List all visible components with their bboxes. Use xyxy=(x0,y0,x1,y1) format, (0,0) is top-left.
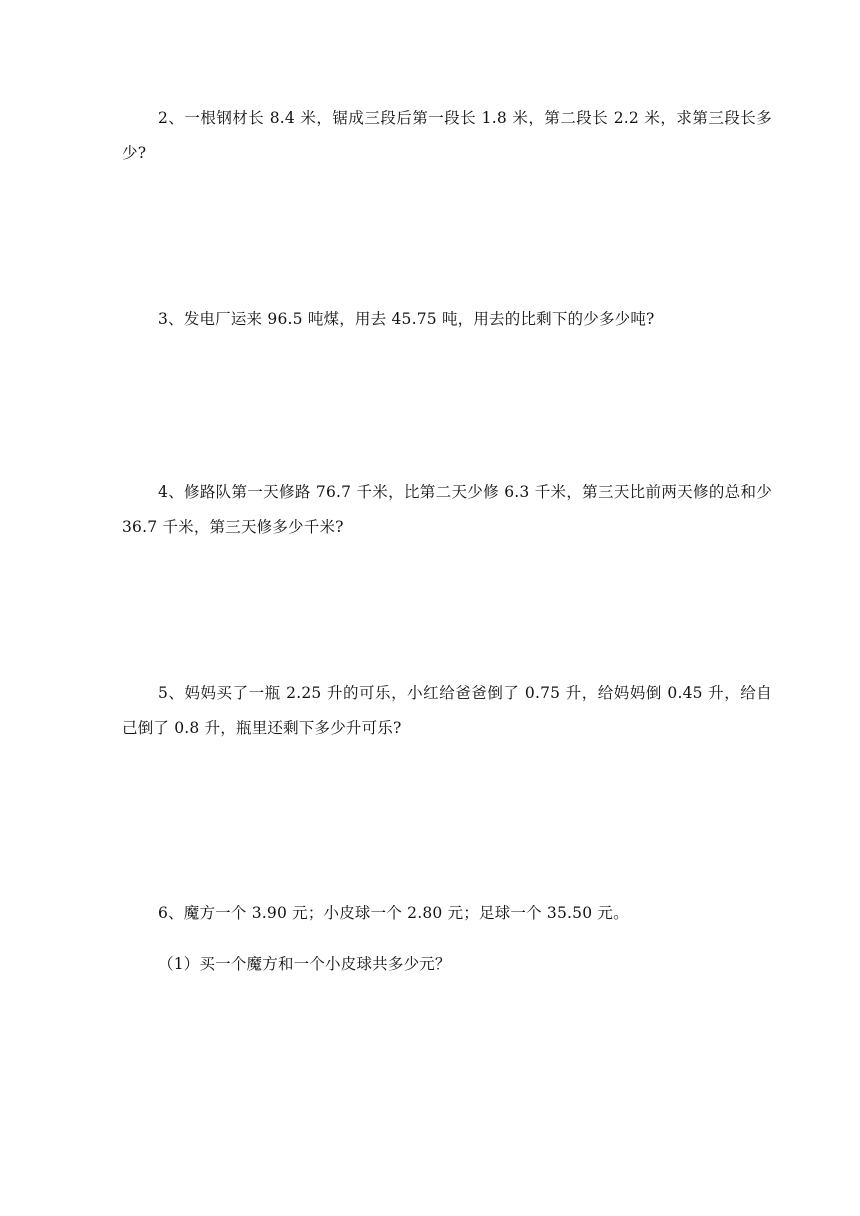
question-6: 6、魔方一个 3.90 元；小皮球一个 2.80 元；足球一个 35.50 元。 xyxy=(158,904,629,922)
question-6-part-1: （1）买一个魔方和一个小皮球共多少元？ xyxy=(158,955,451,973)
question-2: 2、一根钢材长 8.4 米，锯成三段后第一段长 1.8 米，第二段长 2.2 米，求第三段长多少? xyxy=(122,109,772,162)
question-4: 4、修路队第一天修路 76.7 千米，比第二天少修 6.3 千米，第三天比前两天修的总和少 36.7 千米，第三天修多少千米? xyxy=(122,483,772,536)
question-3: 3、发电厂运来 96.5 吨煤，用去 45.75 吨，用去的比剩下的少多少吨? xyxy=(158,310,655,328)
question-5: 5、妈妈买了一瓶 2.25 升的可乐，小红给爸爸倒了 0.75 升，给妈妈倒 0.45 升，给自己倒了 0.8 升，瓶里还剩下多少升可乐? xyxy=(122,684,772,737)
